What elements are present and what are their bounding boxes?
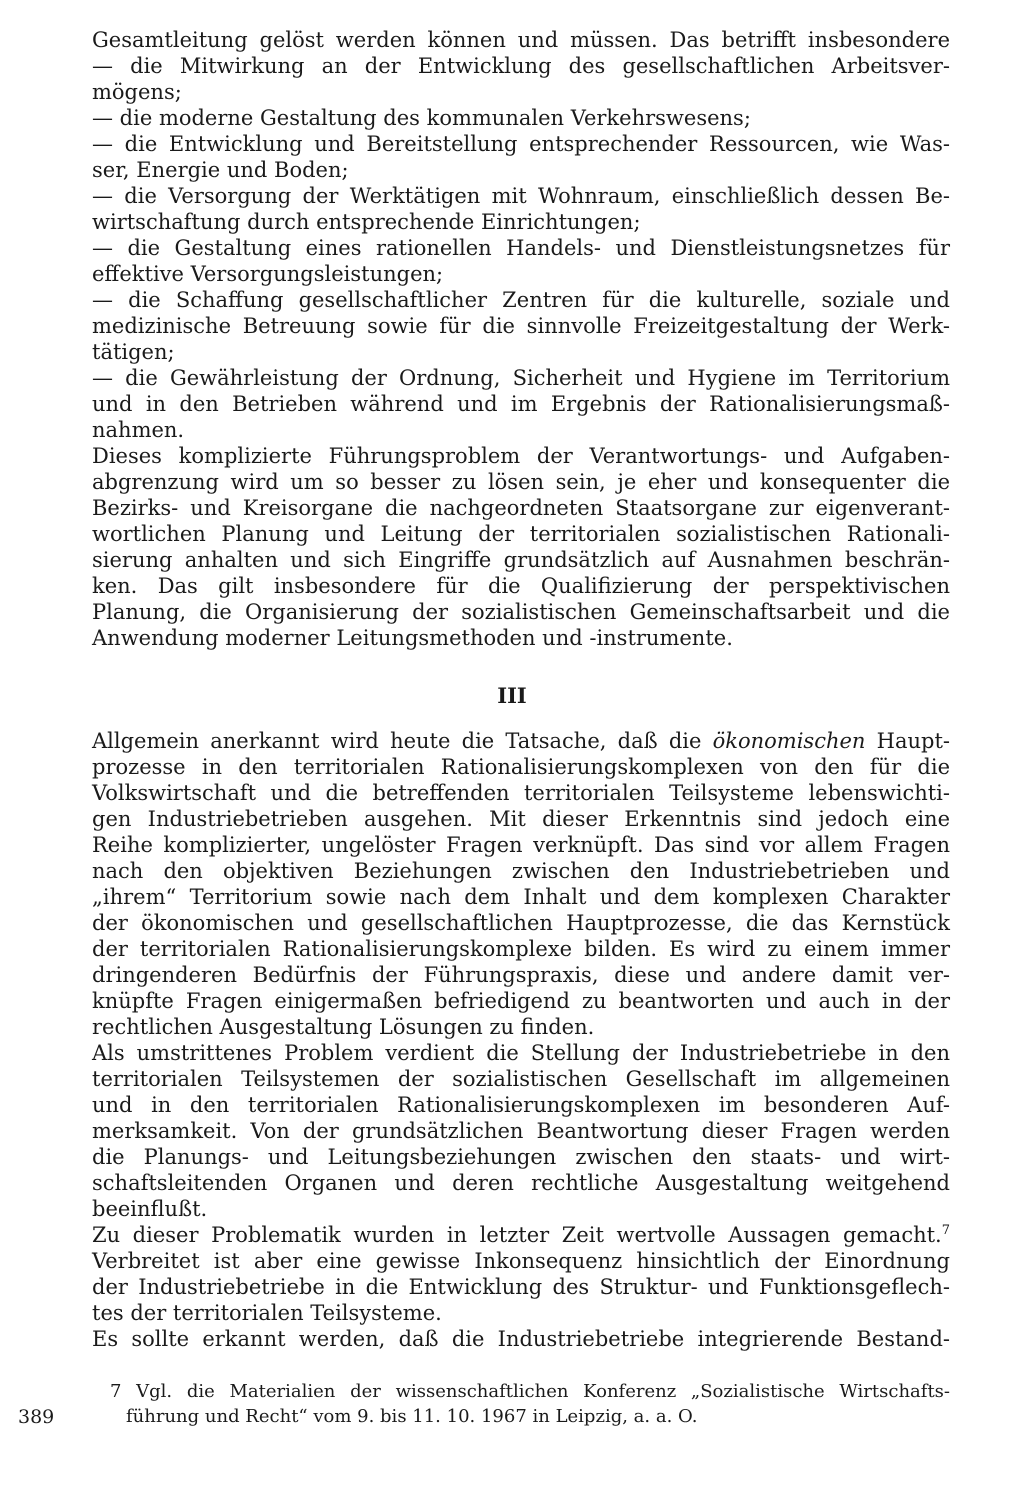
text-line: Als umstrittenes Problem verdient die Stellung der Industriebetriebe in den <box>92 1041 950 1065</box>
text-line: dringenderen Bedürfnis der Führungspraxis, diese und andere damit ver- <box>92 963 950 987</box>
text-line: medizinische Betreuung sowie für die sinnvolle Freizeitgestaltung der Werk- <box>92 314 950 338</box>
text-line: der ökonomischen und gesellschaftlichen Hauptprozesse, die das Kernstück <box>92 911 950 935</box>
footnote-line: 7 Vgl. die Materialien der wissenschaftlichen Konferenz „Sozialistische Wirtschafts- <box>110 1381 950 1402</box>
text-line: — die moderne Gestaltung des kommunalen Verkehrswesens; <box>92 106 751 130</box>
text-span: Haupt- <box>865 729 950 753</box>
text-line: tes der territorialen Teilsysteme. <box>92 1301 442 1325</box>
emphasis-text: ökonomischen <box>712 729 866 753</box>
text-line: — die Mitwirkung an der Entwicklung des gesellschaftlichen Arbeitsver- <box>92 54 950 78</box>
text-line: die Planungs- und Leitungsbeziehungen zwischen den staats- und wirt- <box>92 1145 950 1169</box>
text-line: tätigen; <box>92 340 175 364</box>
text-line: Volkswirtschaft und die betreffenden territorialen Teilsysteme lebenswichti- <box>92 781 950 805</box>
text-line: ken. Das gilt insbesondere für die Qualifizierung der perspektivischen <box>92 574 950 598</box>
text-line: abgrenzung wird um so besser zu lösen sein, je eher und konsequenter die <box>92 470 950 494</box>
text-line: merksamkeit. Von der grundsätzlichen Beantwortung dieser Fragen werden <box>92 1119 950 1143</box>
text-line: und in den Betrieben während und im Ergebnis der Rationalisierungsmaß- <box>92 392 950 416</box>
text-line: Verbreitet ist aber eine gewisse Inkonsequenz hinsichtlich der Einordnung <box>92 1249 950 1273</box>
text-line: nahmen. <box>92 418 185 442</box>
text-line: — die Entwicklung und Bereitstellung entsprechender Ressourcen, wie Was- <box>92 132 950 156</box>
text-line: nach den objektiven Beziehungen zwischen den Industriebetrieben und <box>92 859 950 883</box>
text-line: — die Schaffung gesellschaftlicher Zentren für die kulturelle, soziale und <box>92 288 950 312</box>
text-line: sierung anhalten und sich Eingriffe grundsätzlich auf Ausnahmen beschrän- <box>92 548 950 572</box>
text-line: Gesamtleitung gelöst werden können und müssen. Das betrifft insbesondere <box>92 28 950 52</box>
text-line: knüpfte Fragen einigermaßen befriedigend zu beantworten und auch in der <box>92 989 950 1013</box>
text-line: wirtschaftung durch entsprechende Einrichtungen; <box>92 210 641 234</box>
text-line: — die Versorgung der Werktätigen mit Wohnraum, einschließlich dessen Be- <box>92 184 950 208</box>
text-line: mögens; <box>92 80 182 104</box>
text-line: Es sollte erkannt werden, daß die Industriebetriebe integrierende Bestand- <box>92 1327 950 1351</box>
text-line: und in den territorialen Rationalisierungskomplexen im besonderen Auf- <box>92 1093 950 1117</box>
text-line: Reihe komplizierter, ungelöster Fragen verknüpft. Das sind vor allem Fragen <box>92 833 950 857</box>
text-line: beeinflußt. <box>92 1197 208 1221</box>
text-line: — die Gestaltung eines rationellen Handels- und Dienstleistungsnetzes für <box>92 236 950 260</box>
text-line: rechtlichen Ausgestaltung Lösungen zu finden. <box>92 1015 595 1039</box>
text-line: effektive Versorgungsleistungen; <box>92 262 444 286</box>
text-span: Allgemein anerkannt wird heute die Tatsache, daß die <box>92 729 713 753</box>
text-line: Bezirks- und Kreisorgane die nachgeordneten Staatsorgane zur eigenverant- <box>92 496 950 520</box>
text-span: Zu dieser Problematik wurden in letzter Zeit wertvolle Aussagen gemacht. <box>92 1223 942 1247</box>
text-line: prozesse in den territorialen Rationalisierungskomplexen von den für die <box>92 755 950 779</box>
text-line: schaftsleitenden Organen und deren rechtliche Ausgestaltung weitgehend <box>92 1171 950 1195</box>
text-line: wortlichen Planung und Leitung der territorialen sozialistischen Rationali- <box>92 522 950 546</box>
footnote-reference: 7 <box>941 1223 950 1238</box>
text-line: gen Industriebetrieben ausgehen. Mit dieser Erkenntnis sind jedoch eine <box>92 807 950 831</box>
text-line: ser, Energie und Boden; <box>92 158 349 182</box>
text-line: Dieses komplizierte Führungsproblem der Verantwortungs- und Aufgaben- <box>92 444 950 468</box>
text-line: territorialen Teilsystemen der sozialistischen Gesellschaft im allgemeinen <box>92 1067 950 1091</box>
text-line: Planung, die Organisierung der sozialistischen Gemeinschaftsarbeit und die <box>92 600 950 624</box>
text-line <box>92 728 950 754</box>
text-line <box>92 1222 950 1248</box>
text-line: „ihrem“ Territorium sowie nach dem Inhalt und dem komplexen Charakter <box>92 885 950 909</box>
text-line: der territorialen Rationalisierungskomplexe bilden. Es wird zu einem immer <box>92 937 950 961</box>
text-line: — die Gewährleistung der Ordnung, Sicherheit und Hygiene im Territorium <box>92 366 950 390</box>
footnote-line: führung und Recht“ vom 9. bis 11. 10. 1967 in Leipzig, a. a. O. <box>126 1406 698 1427</box>
section-heading: III <box>497 683 527 708</box>
text-line: der Industriebetriebe in die Entwicklung des Struktur- und Funktionsgeflech- <box>92 1275 950 1299</box>
page-number: 389 <box>18 1406 55 1428</box>
text-line: Anwendung moderner Leitungsmethoden und -instrumente. <box>92 626 733 650</box>
